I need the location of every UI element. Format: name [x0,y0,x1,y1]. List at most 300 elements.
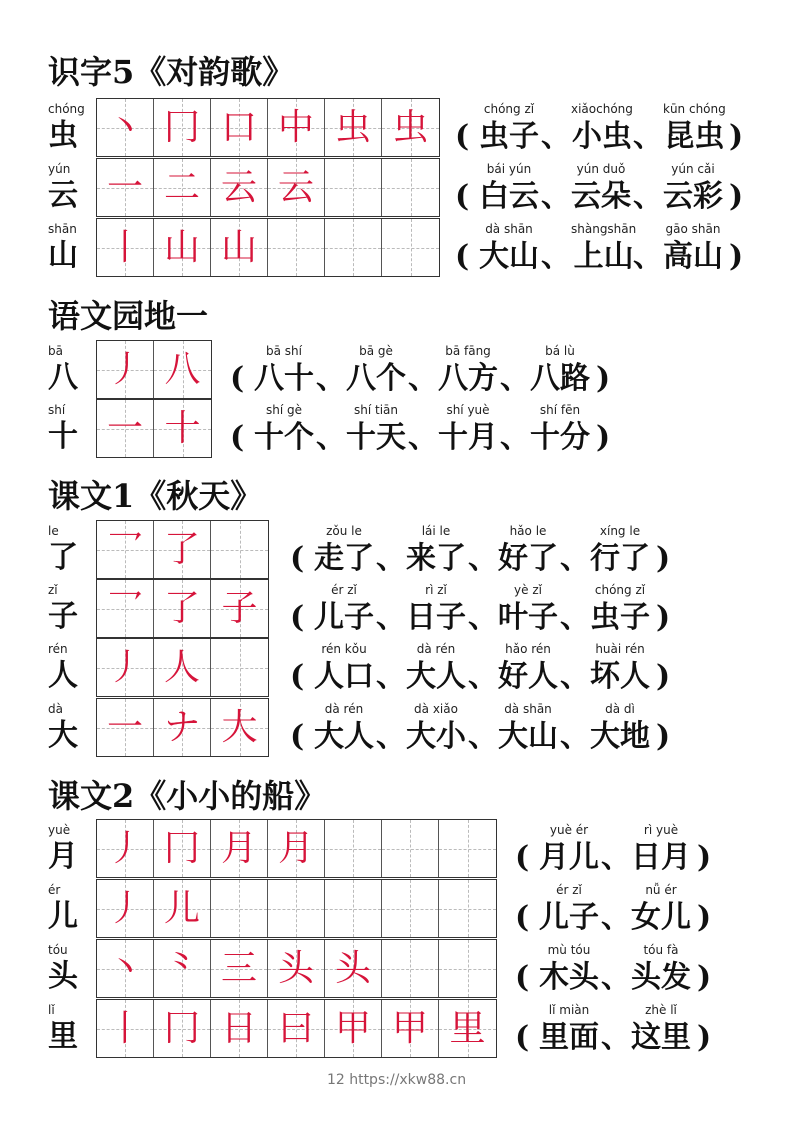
word-separator: 、 [500,420,530,455]
word-characters: 好了 [498,541,558,576]
tianzi-cell [97,341,154,398]
tianzi-cell [325,820,382,877]
word-characters: 儿子 [539,900,599,935]
word-item [406,702,466,756]
stroke-glyph: 中 [277,106,314,148]
tianzi-cell [268,159,325,216]
stroke-step [107,949,143,989]
word-pinyin: dà shān [504,702,552,716]
stroke-step [164,168,200,208]
open-paren: ( [230,361,245,396]
word-pinyin: zhè lǐ [645,1003,677,1017]
stroke-step [221,708,257,748]
stroke-order-grid [96,399,212,458]
head-pinyin: dà [48,702,63,716]
stroke-step [335,1009,371,1049]
word-item [663,162,723,216]
stroke-step [221,829,257,869]
section-title: 课文1《秋天》 [48,477,263,515]
stroke-glyph: 里 [449,1007,486,1049]
word-pinyin: chóng zǐ [483,102,535,116]
tianzi-cell [97,820,154,877]
stroke-step [107,829,143,869]
close-paren: ) [697,1020,712,1055]
stroke-step [164,228,200,268]
tianzi-cell [211,521,268,578]
word-characters: 高山 [663,239,723,274]
word-separator: 、 [633,179,663,214]
stroke-step [164,648,200,688]
word-characters: 八方 [438,361,498,396]
stroke-glyph: 丶 [106,106,143,148]
stroke-glyph: 虫 [392,106,429,148]
tianzi-cell [97,159,154,216]
tianzi-cell [154,580,211,637]
stroke-glyph: 丿 [106,827,143,869]
tianzi-cell [154,880,211,937]
tianzi-cell [211,880,268,937]
word-pinyin: dà shān [485,222,533,236]
tianzi-cell [154,699,211,756]
word-item [631,943,691,997]
word-pinyin: kūn chóng [663,102,726,116]
char-row [48,162,773,222]
stroke-order-grid [96,698,269,757]
tianzi-cell [382,219,439,276]
word-characters: 女儿 [631,900,691,935]
stroke-glyph: ナ [163,706,200,748]
word-item [498,583,558,637]
section-title: 课文2《小小的船》 [48,777,327,815]
word-item [571,222,636,276]
stroke-step [107,350,143,390]
open-paren: ( [290,541,305,576]
tianzi-cell [211,1000,268,1057]
stroke-glyph: 丶 [106,947,143,989]
word-item [590,702,650,756]
word-separator: 、 [376,659,406,694]
char-row [48,403,773,463]
open-paren: ( [230,420,245,455]
tianzi-cell [325,219,382,276]
tianzi-cell [382,880,439,937]
word-characters: 大山 [498,719,558,754]
word-characters: 叶子 [498,600,558,635]
close-paren: ) [697,960,712,995]
word-item [539,1003,599,1057]
head-character: 八 [48,360,78,395]
head-character: 人 [48,658,78,693]
word-characters: 昆虫 [664,119,725,154]
word-item [314,524,374,578]
word-item [406,583,466,637]
word-pinyin: yún duǒ [576,162,626,176]
stroke-step [335,949,371,989]
stroke-step [107,168,143,208]
word-pinyin: xíng le [599,524,641,538]
stroke-step [278,108,314,148]
stroke-glyph: 一 [106,407,143,449]
word-item [314,642,374,696]
word-pinyin: mù tóu [547,943,591,957]
tianzi-cell [97,1000,154,1057]
head-character: 大 [48,718,78,753]
stroke-order-grid [96,879,497,938]
tianzi-cell [211,580,268,637]
stroke-glyph: 甲 [334,1007,371,1049]
head-pinyin: rén [48,642,68,656]
tianzi-cell [325,159,382,216]
stroke-glyph: 山 [220,226,257,268]
tianzi-cell [325,940,382,997]
close-paren: ) [596,361,611,396]
word-separator: 、 [633,119,663,154]
stroke-order-grid [96,158,440,217]
word-separator: 、 [468,719,498,754]
word-item [346,344,406,398]
word-characters: 木头 [539,960,599,995]
tianzi-cell [382,159,439,216]
word-pinyin: yuè ér [549,823,589,837]
stroke-glyph: 八 [164,348,201,390]
stroke-step [164,409,200,449]
word-item [479,222,539,276]
word-separator: 、 [500,361,530,396]
word-pinyin: nǚ ér [645,883,677,897]
tianzi-cell [211,820,268,877]
stroke-order-grid [96,579,269,638]
word-pinyin: xiǎochóng [571,102,633,116]
head-pinyin: chóng [48,102,85,116]
stroke-glyph: 二 [163,166,200,208]
stroke-order-grid [96,819,497,878]
word-pinyin: lái le [421,524,451,538]
word-separator: 、 [376,541,406,576]
tianzi-cell [154,99,211,156]
word-characters: 上山 [573,239,634,274]
word-separator: 、 [541,119,571,154]
head-pinyin: tóu [48,943,68,957]
word-pinyin: dà rén [416,642,456,656]
word-separator: 、 [468,600,498,635]
word-pinyin: ér zǐ [556,883,582,897]
word-separator: 、 [376,719,406,754]
tianzi-cell [439,1000,496,1057]
word-item [631,883,691,937]
word-pinyin: shí tiān [353,403,398,417]
tianzi-cell [154,820,211,877]
stroke-glyph: 云 [277,166,314,208]
open-paren: ( [455,239,470,274]
stroke-order-grid [96,520,269,579]
stroke-step [164,589,200,629]
word-separator: 、 [560,719,590,754]
word-characters: 好人 [498,659,558,694]
word-item [254,403,314,457]
stroke-glyph: 人 [163,646,200,688]
close-paren: ) [729,119,744,154]
word-separator: 、 [560,659,590,694]
tianzi-cell [97,940,154,997]
head-character: 儿 [48,899,78,934]
stroke-step [221,1009,257,1049]
head-character: 里 [48,1019,78,1054]
stroke-glyph: 冂 [163,827,200,869]
tianzi-cell [268,1000,325,1057]
word-characters: 日子 [406,600,466,635]
word-item [539,943,599,997]
word-characters: 云朵 [571,179,631,214]
close-paren: ) [729,239,744,274]
stroke-glyph: 云 [220,166,257,208]
head-character: 云 [48,178,78,213]
stroke-order-grid [96,638,269,697]
stroke-step [164,708,200,748]
stroke-step [164,949,200,989]
word-characters: 大人 [406,659,466,694]
stroke-glyph: 三 [220,947,257,989]
word-separator: 、 [541,239,571,274]
word-characters: 大小 [406,719,466,754]
stroke-glyph: 乛 [106,528,143,570]
word-item [530,344,590,398]
tianzi-cell [439,820,496,877]
word-item [590,642,650,696]
word-separator: 、 [468,659,498,694]
word-separator: 、 [376,600,406,635]
stroke-step [107,889,143,929]
word-characters: 十天 [346,420,406,455]
head-character: 月 [48,839,78,874]
word-characters: 大山 [479,239,539,274]
close-paren: ) [697,900,712,935]
tianzi-cell [268,880,325,937]
stroke-step [107,589,143,629]
head-character: 十 [48,419,78,454]
word-pinyin: bái yún [486,162,532,176]
tianzi-cell [382,1000,439,1057]
stroke-step [164,530,200,570]
word-characters: 行了 [590,541,650,576]
word-characters: 儿子 [314,600,374,635]
tianzi-cell [97,580,154,637]
word-characters: 虫子 [479,119,539,154]
char-row [48,943,773,1003]
head-character: 头 [48,959,78,994]
head-character: 了 [48,540,78,575]
word-characters: 人口 [314,659,374,694]
word-separator: 、 [601,840,631,875]
char-row [48,702,773,762]
stroke-step [278,949,314,989]
word-item [406,524,466,578]
word-pinyin: shí fēn [539,403,581,417]
word-characters: 这里 [631,1020,691,1055]
word-pinyin: dà xiǎo [414,702,458,716]
word-item [438,403,498,457]
word-separator: 、 [560,600,590,635]
open-paren: ( [290,719,305,754]
head-pinyin: shí [48,403,66,417]
word-separator: 、 [316,361,346,396]
word-pinyin: rén kǒu [321,642,367,656]
word-characters: 八十 [254,361,314,396]
tianzi-cell [97,639,154,696]
open-paren: ( [455,179,470,214]
stroke-glyph: 冂 [163,106,200,148]
tianzi-cell [382,940,439,997]
close-paren: ) [697,840,712,875]
open-paren: ( [290,659,305,694]
stroke-step [107,530,143,570]
word-item [438,344,498,398]
stroke-glyph: 虫 [334,106,371,148]
word-pinyin: ér zǐ [331,583,357,597]
tianzi-cell [325,1000,382,1057]
tianzi-cell [268,99,325,156]
stroke-glyph: ⺀ [163,947,200,989]
word-pinyin: bá lù [545,344,575,358]
word-characters: 日月 [631,840,691,875]
tianzi-cell [382,820,439,877]
tianzi-cell [268,820,325,877]
head-pinyin: le [48,524,59,538]
word-pinyin: rì zǐ [425,583,447,597]
tianzi-cell [382,99,439,156]
word-item [539,823,599,877]
word-separator: 、 [541,179,571,214]
stroke-glyph: 一 [106,166,143,208]
word-characters: 十月 [438,420,498,455]
word-item [346,403,406,457]
head-character: 子 [48,599,78,634]
word-separator: 、 [468,541,498,576]
stroke-glyph: 丿 [106,348,143,390]
stroke-glyph: 丿 [106,887,143,929]
word-item [530,403,590,457]
head-character: 山 [48,238,78,273]
word-characters: 走了 [314,541,374,576]
stroke-glyph: 了 [163,528,200,570]
stroke-order-grid [96,218,440,277]
stroke-glyph: 头 [334,947,371,989]
stroke-glyph: 乛 [106,587,143,629]
word-pinyin: dà dì [605,702,635,716]
head-character: 虫 [48,118,78,153]
word-characters: 大人 [314,719,374,754]
word-pinyin: gāo shān [665,222,721,236]
word-item [539,883,599,937]
stroke-step [164,108,200,148]
word-characters: 小虫 [571,119,632,154]
word-pinyin: hǎo le [509,524,547,538]
stroke-order-grid [96,939,497,998]
head-pinyin: lǐ [48,1003,55,1017]
stroke-order-grid [96,98,440,157]
stroke-order-grid [96,340,212,399]
word-pinyin: huài rén [595,642,645,656]
stroke-step [221,228,257,268]
word-pinyin: lǐ miàn [548,1003,590,1017]
head-pinyin: yún [48,162,71,176]
char-row [48,823,773,883]
section-title: 识字5《对韵歌》 [48,53,295,91]
tianzi-cell [97,219,154,276]
word-pinyin: bā fāng [445,344,491,358]
stroke-glyph: 丨 [106,226,143,268]
char-row [48,1003,773,1063]
stroke-step [449,1009,485,1049]
stroke-glyph: 一 [106,706,143,748]
char-row [48,222,773,282]
word-characters: 十分 [530,420,590,455]
stroke-glyph: 冂 [163,1007,200,1049]
open-paren: ( [515,840,530,875]
word-pinyin: rì yuè [643,823,679,837]
stroke-step [107,409,143,449]
stroke-step [107,648,143,688]
stroke-step [164,829,200,869]
tianzi-cell [154,219,211,276]
word-characters: 八路 [530,361,590,396]
word-separator: 、 [601,900,631,935]
word-pinyin: bā gè [359,344,393,358]
stroke-glyph: 儿 [163,887,200,929]
char-row [48,642,773,702]
stroke-glyph: 丨 [106,1007,143,1049]
word-separator: 、 [601,960,631,995]
stroke-step [164,1009,200,1049]
open-paren: ( [290,600,305,635]
word-characters: 云彩 [663,179,723,214]
word-pinyin: hǎo rén [505,642,551,656]
stroke-glyph: 丿 [106,646,143,688]
close-paren: ) [656,719,671,754]
word-characters: 里面 [539,1020,599,1055]
word-pinyin: yè zǐ [514,583,542,597]
word-item [590,524,650,578]
stroke-glyph: 月 [220,827,257,869]
tianzi-cell [97,521,154,578]
close-paren: ) [596,420,611,455]
word-item [663,222,723,276]
open-paren: ( [515,900,530,935]
word-separator: 、 [408,420,438,455]
tianzi-cell [325,99,382,156]
word-pinyin: tóu fà [643,943,679,957]
word-item [571,102,633,156]
head-pinyin: shān [48,222,77,236]
head-pinyin: zǐ [48,583,58,597]
stroke-glyph: 大 [221,706,258,748]
section-title: 语文园地一 [48,297,209,335]
stroke-step [164,350,200,390]
stroke-step [221,589,257,629]
stroke-glyph: 口 [220,106,257,148]
open-paren: ( [515,960,530,995]
word-characters: 十个 [254,420,314,455]
stroke-glyph: 头 [277,947,314,989]
tianzi-cell [97,699,154,756]
char-row [48,102,773,162]
char-row [48,344,773,404]
close-paren: ) [656,541,671,576]
tianzi-cell [439,940,496,997]
stroke-glyph: 日 [220,1007,257,1049]
word-item [571,162,631,216]
word-item [314,583,374,637]
tianzi-cell [97,880,154,937]
